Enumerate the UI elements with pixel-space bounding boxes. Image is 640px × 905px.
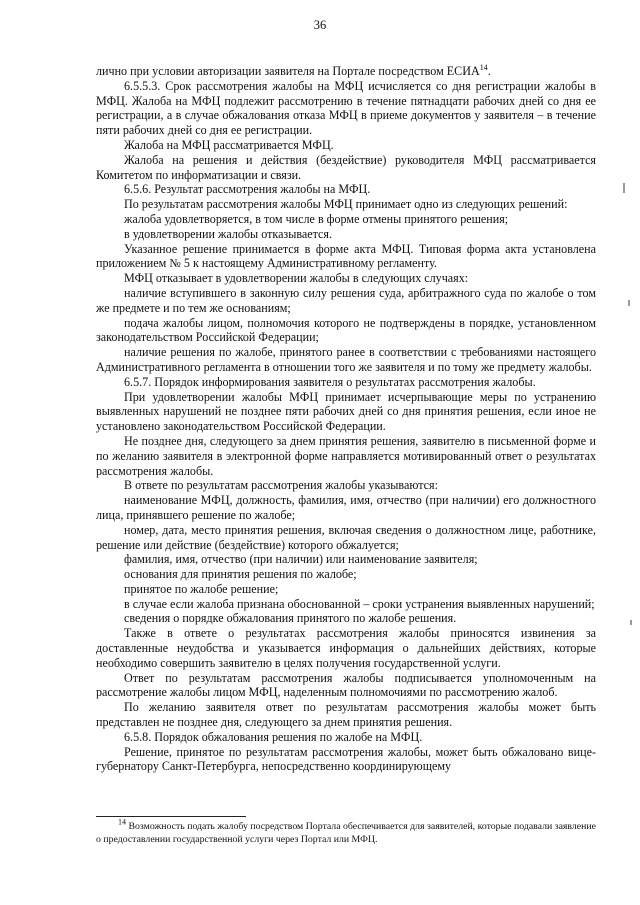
footnote-text: Возможность подать жалобу посредством Портала обеспечивается для заявителей, которые подавали заявление о предоставлении государственной услуги через Портал или МФЦ. bbox=[96, 821, 596, 845]
list-item: сведения о порядке обжалования принятого по жалобе решения. bbox=[124, 611, 457, 626]
paragraph: По желанию заявителя ответ по результатам рассмотрения жалобы может быть представлен не позднее дня, следующего за днем принятия решения. bbox=[96, 700, 596, 730]
footnote bbox=[96, 817, 596, 846]
list-item: номер, дата, место принятия решения, включая сведения о должностном лице, работнике, решение или действие (бездействие) которого обжалуется; bbox=[96, 522, 596, 552]
paragraph: МФЦ отказывает в удовлетворении жалобы в следующих случаях: bbox=[124, 271, 469, 286]
body-text bbox=[96, 64, 596, 774]
list-item: основания для принятия решения по жалобе; bbox=[124, 567, 357, 582]
section-heading: 6.5.8. Порядок обжалования решения по жалобе на МФЦ. bbox=[124, 729, 423, 744]
section-heading: 6.5.7. Порядок информирования заявителя о результатах рассмотрения жалобы. bbox=[124, 374, 536, 389]
paragraph: При удовлетворении жалобы МФЦ принимает исчерпывающие меры по устранению выявленных нарушений не позднее пяти рабочих дней со дня принятия решения, если иное не установлено законодательством Российской Федерации. bbox=[96, 389, 596, 434]
paragraph: По результатам рассмотрения жалобы МФЦ принимает одно из следующих решений: bbox=[124, 197, 568, 212]
list-item: фамилия, имя, отчество (при наличии) или наименование заявителя; bbox=[124, 552, 478, 567]
list-item: в случае если жалоба признана обоснованной – сроки устранения выявленных нарушений; bbox=[124, 596, 595, 611]
paragraph: Указанное решение принимается в форме акта МФЦ. Типовая форма акта установлена приложением № 5 к настоящему Административному регламенту. bbox=[96, 241, 596, 271]
page-number: 36 bbox=[313, 18, 327, 32]
list-item: подача жалобы лицом, полномочия которого не подтверждены в порядке, установленном законодательством Российской Федерации; bbox=[96, 315, 596, 345]
paragraph: Также в ответе о результатах рассмотрения жалобы приносятся извинения за доставленные неудобства и указывается информация о дальнейших действиях, которые необходимо совершить заявителю в целях получения государственной услуги. bbox=[96, 626, 596, 670]
footnote-marker: 14 bbox=[118, 817, 126, 827]
paragraph: 6.5.5.3. Срок рассмотрения жалобы на МФЦ исчисляется со дня регистрации жалобы в МФЦ. Жалоба на МФЦ подлежит рассмотрению в течение пятнадцати рабочих дней со дня ее регистрации, а в случае обжалования отказа МФЦ в приеме документов у заявителя – в течение пяти рабочих дней со дня ее регистрации. bbox=[96, 78, 596, 138]
scan-margin-mark bbox=[628, 300, 630, 306]
list-item: наличие решения по жалобе, принятого ранее в соответствии с требованиями настоящего Административного регламента в отношении того же заявителя и по тому же предмету жалобы. bbox=[96, 345, 596, 374]
paragraph: Не позднее дня, следующего за днем принятия решения, заявителю в письменной форме и по желанию заявителя в электронной форме направляется мотивированный ответ о результатах рассмотрения жалобы. bbox=[96, 433, 596, 478]
paragraph: Жалоба на МФЦ рассматривается МФЦ. bbox=[124, 137, 334, 152]
paragraph: В ответе по результатам рассмотрения жалобы указываются: bbox=[124, 478, 438, 493]
paragraph: Жалоба на решения и действия (бездействие) руководителя МФЦ рассматривается Комитетом по информатизации и связи. bbox=[96, 152, 596, 182]
list-item: наличие вступившего в законную силу решения суда, арбитражного суда по жалобе о том же предмете и по тем же основаниям; bbox=[96, 285, 596, 315]
list-item: наименование МФЦ, должность, фамилия, имя, отчество (при наличии) его должностного лица, принявшего решение по жалобе; bbox=[96, 493, 596, 522]
paragraph: Решение, принятое по результатам рассмотрения жалобы, может быть обжаловано вице-губернатору Санкт-Петербурга, непосредственно координирующему bbox=[96, 744, 596, 774]
footnote-ref[interactable]: 14 bbox=[479, 62, 488, 72]
list-item: в удовлетворении жалобы отказывается. bbox=[124, 226, 333, 241]
scan-margin-mark bbox=[623, 183, 625, 193]
paragraph: лично при условии авторизации заявителя на Портале посредством ЕСИА$^{14}$. bbox=[96, 62, 491, 78]
section-heading: 6.5.6. Результат рассмотрения жалобы на МФЦ. bbox=[124, 182, 371, 197]
scan-margin-mark bbox=[630, 620, 632, 625]
list-item: принятое по жалобе решение; bbox=[124, 581, 279, 596]
paragraph: Ответ по результатам рассмотрения жалобы подписывается уполномоченным на рассмотрение жалобы лицом МФЦ, наделенным полномочиями по рассмотрению жалоб. bbox=[96, 670, 596, 700]
list-item: жалоба удовлетворяется, в том числе в форме отмены принятого решения; bbox=[124, 211, 509, 226]
